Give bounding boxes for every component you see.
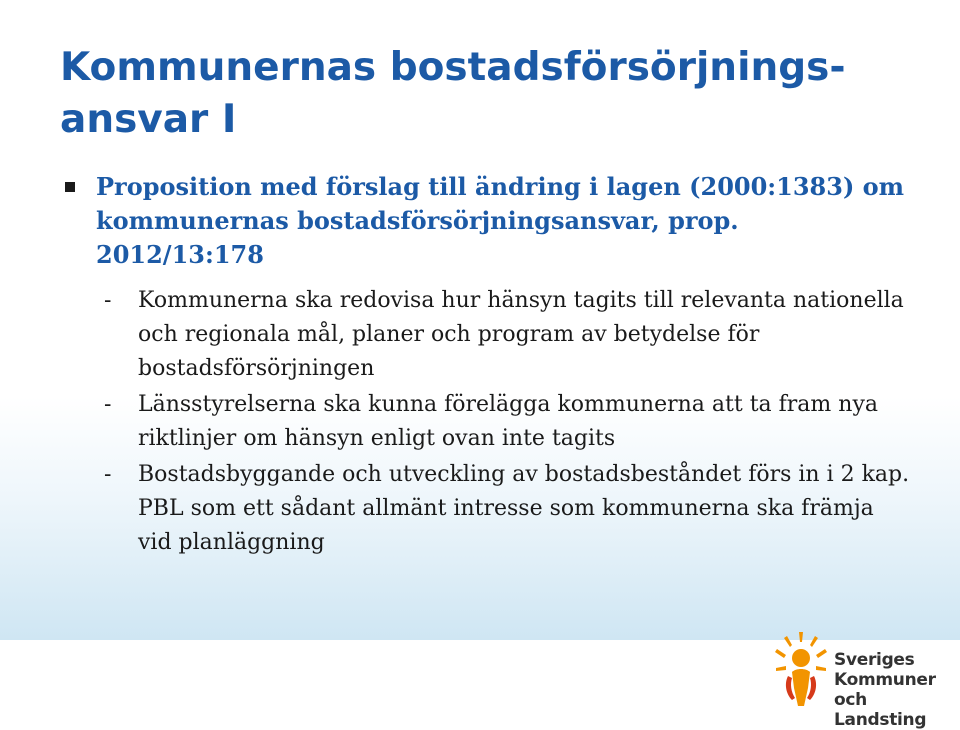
main-bullet-text: Proposition med förslag till ändring i lagen (2000:1383) om kommunernas bostadsförsörjningsansvar, prop. 2012/13:178 — [96, 172, 905, 269]
sub-bullet-1 — [62, 284, 912, 386]
sub-bullet-text: Bostadsbyggande och utveckling av bostadsbeståndet förs in i 2 kap. PBL som ett sådant allmänt intresse som kommunerna ska främja vid planläggning — [138, 462, 910, 555]
sub-bullet-2 — [62, 388, 912, 456]
slide-content — [62, 170, 912, 562]
skl-figure-logo-icon — [770, 628, 832, 712]
dash-marker: - — [104, 288, 112, 313]
sub-bullet-text: Länsstyrelserna ska kunna förelägga kommunerna att ta fram nya riktlinjer om hänsyn enligt ovan inte tagits — [138, 392, 878, 451]
skl-logo — [770, 628, 950, 730]
main-bullet — [62, 170, 912, 272]
sub-bullet-text: Kommunerna ska redovisa hur hänsyn tagits till relevanta nationella och regionala mål, planer och program av betydelse för bostadsförsörjningen — [138, 288, 904, 381]
square-bullet-icon — [65, 182, 75, 192]
sub-bullet-3 — [62, 458, 912, 560]
dash-marker: - — [104, 462, 112, 487]
logo-line-2: Kommuner — [834, 670, 936, 690]
logo-wordmark — [834, 650, 950, 730]
logo-line-1: Sveriges — [834, 650, 915, 670]
logo-line-3: och Landsting — [834, 690, 927, 730]
dash-marker: - — [104, 392, 112, 417]
slide-title: Kommunernas bostadsförsörjnings-ansvar I — [60, 45, 846, 142]
